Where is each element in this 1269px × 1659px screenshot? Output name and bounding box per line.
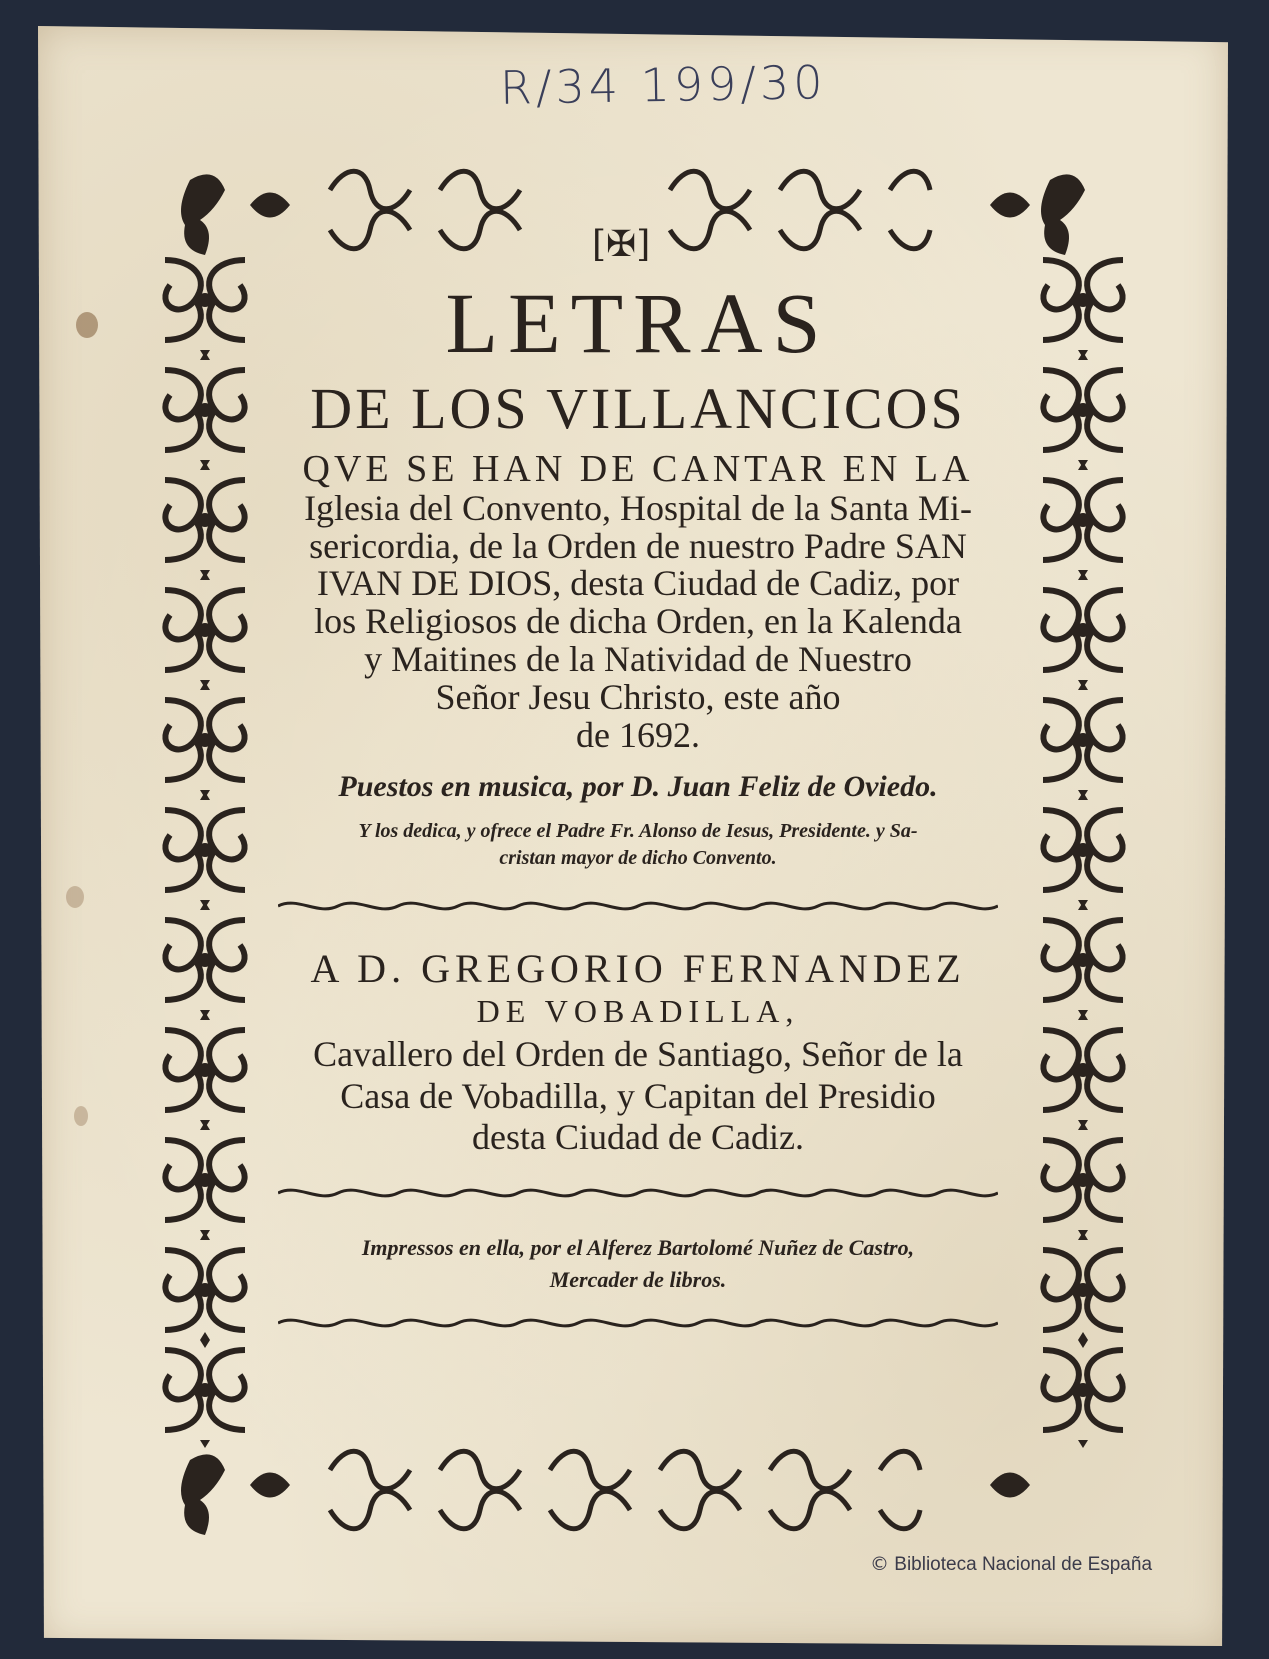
title-line: de 1692. [576,714,700,755]
subtitle: DE LOS VILLANCICOS [310,376,966,441]
title-line: Señor Jesu Christo, este año [435,676,841,717]
right-ornament-border [1028,250,1138,1450]
dedication-note: Y los dedica, y ofrece el Padre Fr. Alonso de Iesus, Presidente. y Sa- [358,820,918,843]
dedicatee-surname: DE VOBADILLA, [476,993,800,1030]
paper-stain [66,886,84,908]
composer-line: Puestos en musica, por D. Juan Feliz de Oviedo. [338,770,938,804]
paper-stain [74,1106,88,1126]
library-credit [870,1553,1152,1576]
dedicatee-line: Cavallero del Orden de Santiago, Señor de la [313,1034,963,1075]
swash-divider [278,1179,998,1207]
bottom-ornament-border [170,1440,1090,1540]
copyright-icon: © [870,1553,889,1575]
dedicatee-line: Casa de Vobadilla, y Capitan del Presidio [340,1075,936,1116]
dedication-note: cristan mayor de dicho Convento. [499,847,777,870]
paper-stain [76,312,98,338]
title-line: IVAN DE DIOS, desta Ciudad de Cadiz, por [316,563,960,604]
cross-mark: [✠] [592,224,651,265]
title-line: los Religiosos de dicha Orden, en la Kalenda [314,601,962,642]
title-line: Iglesia del Convento, Hospital de la Santa Mi- [304,487,972,528]
swash-divider [278,1309,998,1337]
dedicatee-line: desta Ciudad de Cadiz. [472,1117,804,1158]
title-page-text [258,275,1018,1362]
title-line: sericordia, de la Orden de nuestro Padre SAN [309,525,967,566]
swash-divider [278,892,998,920]
main-title: LETRAS [445,275,831,371]
call-number: R/34 199/30 [499,55,827,115]
dedicatee-name: A D. GREGORIO FERNANDEZ [310,946,966,992]
imprint-line: Mercader de libros. [549,1266,727,1292]
left-ornament-border [150,250,260,1450]
credit-text: Biblioteca Nacional de España [894,1554,1153,1575]
title-line: QVE SE HAN DE CANTAR EN LA [302,448,974,490]
title-line: y Maitines de la Natividad de Nuestro [364,639,912,680]
imprint-line: Impressos en ella, por el Alferez Bartolomé Nuñez de Castro, [361,1234,915,1260]
